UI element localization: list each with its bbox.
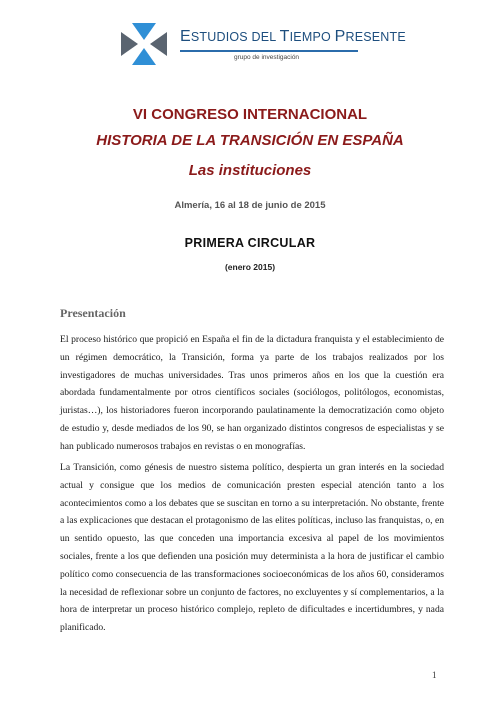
section-heading: Presentación [60,306,126,320]
circular-date: (enero 2015) [224,262,276,272]
logo-title-segment: RESENTE [345,30,406,44]
logo-title-segment: T [279,28,290,45]
circular-title: PRIMERA CIRCULAR [184,236,316,250]
paragraph-presentation-1: El proceso histórico que propició en España el fin de la dictadura franquista y el establecimiento de un régimen democrático, la Transición, forma ya parte de los trabajos realizados por los investigadores de muchas universidades. Tras unos primeros años en los que la cuestión era abordada fundamentalmente por otros científicos sociales (sociólogos, politólogos, economistas, juristas…), los historiadores fueron incorporando paulatinamente la democratización como objeto de estudio y, desde mediados de los 90, se han organizado distintos congresos de especialistas y se han publicado numerosos trabajos en revistas o en monografías. [60,334,444,452]
subtheme-title: Las instituciones [188,162,312,179]
logo-title [180,28,406,46]
page-number: 1 [432,670,437,680]
logo-subtitle: grupo de investigación [234,54,300,61]
paragraph-presentation-2: La Transición, como génesis de nuestro sistema político, despierta un gran interés en la sociedad actual y consigue que los medios de comunicación presten especial atención tanto a los acontecimientos como a los debates que se suscitan en torno a su interpretación. No obstante, frente a las explicaciones que destacan el protagonismo de las elites políticas, incluso las franquistas, o, en un sentido opuesto, las que conceden una importancia excesiva al papel de los movimientos sociales, frente a los que defienden una posición muy determinista a la hora de justificar el cambio político como consecuencia de las transformaciones socioeconómicas de los años 60, consideramos la necesidad de reflexionar sobre un conjunto de factores, no excluyentes y sí complementarios, a la hora de interpretar un proceso histórico complejo, repleto de dificultades e incertidumbres, y nada planificado. [60,462,444,634]
logo-mark-icon [118,20,170,68]
group-logo [118,20,406,70]
theme-title: HISTORIA DE LA TRANSICIÓN EN ESPAÑA [96,132,404,149]
logo-title-segment: P [334,28,346,45]
logo-title-segment: E [180,28,191,45]
logo-rule [180,50,358,52]
place-date: Almería, 16 al 18 de junio de 2015 [174,200,326,211]
logo-title-segment: IEMPO [289,30,335,44]
logo-title-segment: STUDIOS DEL [190,30,280,44]
congress-title: VI CONGRESO INTERNACIONAL [132,106,368,123]
